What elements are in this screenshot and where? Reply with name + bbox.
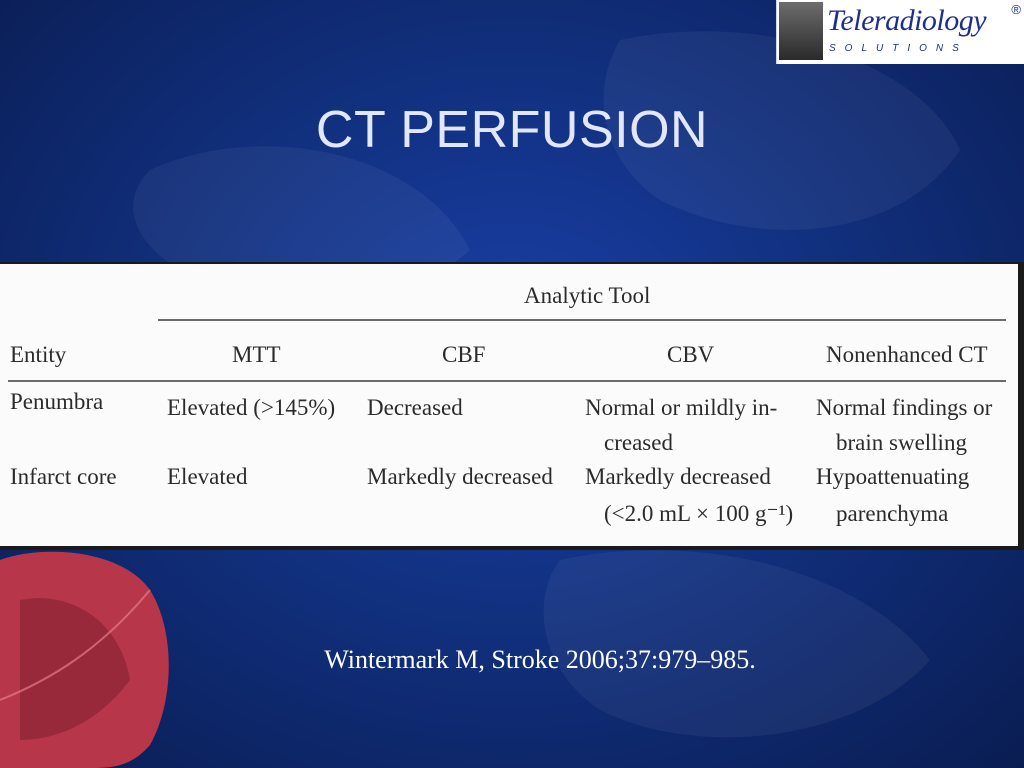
logo-wordmark: Teleradiology — [827, 4, 987, 37]
cbv-cell-line2: creased — [604, 430, 673, 455]
entity-cell: Infarct core — [10, 464, 117, 489]
mtt-cell: Elevated (>145%) — [167, 395, 336, 420]
logo-subtitle: SOLUTIONS — [829, 43, 968, 54]
header-rule — [158, 319, 1006, 321]
cbf-cell: Decreased — [367, 395, 463, 420]
ghost-leaf-bottom — [544, 550, 930, 737]
nect-cell-line1: Normal findings or — [816, 395, 993, 420]
teleradiology-logo — [776, 0, 1024, 64]
column-header-entity: Entity — [10, 342, 67, 367]
cbv-cell-line1: Normal or mildly in- — [585, 395, 778, 420]
column-header-rule — [8, 380, 1006, 382]
column-header-cbf: CBF — [442, 342, 486, 367]
nect-cell-line2: brain swelling — [836, 430, 967, 455]
registered-mark: ® — [1011, 2, 1021, 17]
column-header-nonenhanced-ct: Nonenhanced CT — [826, 342, 988, 367]
table-group-header: Analytic Tool — [524, 283, 651, 308]
cbv-cell-line2: (<2.0 mL × 100 g⁻¹) — [604, 501, 794, 526]
entity-cell: Penumbra — [10, 389, 104, 414]
mtt-cell: Elevated — [167, 464, 248, 489]
nect-cell-line1: Hypoattenuating — [816, 464, 970, 489]
chest-xray-icon — [779, 2, 823, 60]
column-header-cbv: CBV — [667, 342, 715, 367]
cbv-cell-line1: Markedly decreased — [585, 464, 771, 489]
citation: Wintermark M, Stroke 2006;37:979–985. — [324, 645, 756, 674]
slide-title: CT PERFUSION — [315, 101, 709, 159]
column-header-mtt: MTT — [232, 342, 281, 367]
nect-cell-line2: parenchyma — [836, 501, 949, 526]
cbf-cell: Markedly decreased — [367, 464, 553, 489]
perfusion-table — [0, 262, 1024, 550]
